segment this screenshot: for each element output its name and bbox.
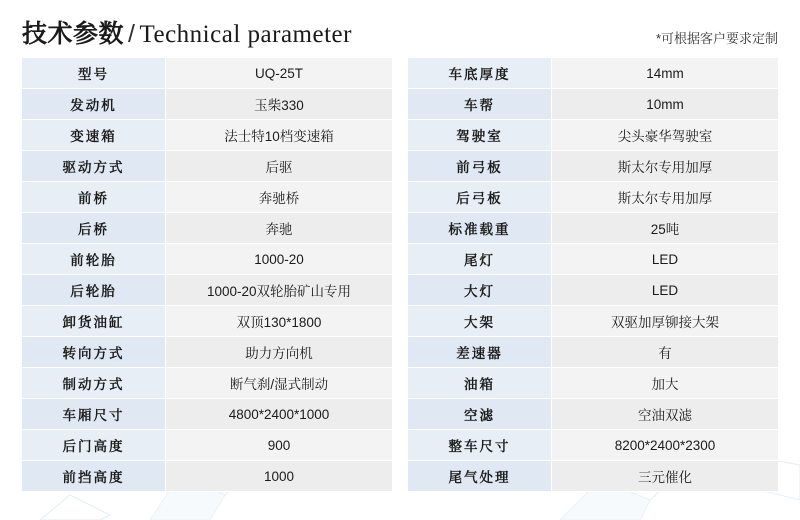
spec-label: 尾灯 bbox=[408, 244, 552, 275]
spec-value: 加大 bbox=[552, 368, 779, 399]
spec-tables bbox=[22, 58, 778, 492]
spec-label: 卸货油缸 bbox=[22, 306, 166, 337]
spec-label: 空滤 bbox=[408, 399, 552, 430]
table-row bbox=[22, 244, 392, 275]
table-row bbox=[22, 399, 392, 430]
spec-value: 斯太尔专用加厚 bbox=[552, 182, 779, 213]
table-row bbox=[408, 58, 778, 89]
table-row bbox=[408, 275, 778, 306]
spec-value: 10mm bbox=[552, 89, 779, 120]
spec-value: 后驱 bbox=[166, 151, 393, 182]
spec-value: 1000-20 bbox=[166, 244, 393, 275]
spec-value: LED bbox=[552, 244, 779, 275]
spec-value: 有 bbox=[552, 337, 779, 368]
left-spec-table bbox=[22, 58, 392, 492]
spec-label: 后轮胎 bbox=[22, 275, 166, 306]
spec-label: 转向方式 bbox=[22, 337, 166, 368]
spec-value: UQ-25T bbox=[166, 58, 393, 89]
spec-label: 变速箱 bbox=[22, 120, 166, 151]
spec-label: 驱动方式 bbox=[22, 151, 166, 182]
page-title bbox=[22, 14, 352, 50]
page-header bbox=[22, 14, 778, 58]
spec-label: 后门高度 bbox=[22, 430, 166, 461]
spec-value: 8200*2400*2300 bbox=[552, 430, 779, 461]
spec-label: 大灯 bbox=[408, 275, 552, 306]
page-title-en: Technical parameter bbox=[139, 21, 352, 48]
table-row bbox=[408, 368, 778, 399]
table-row bbox=[408, 430, 778, 461]
table-row bbox=[408, 306, 778, 337]
page-title-cn: 技术参数 bbox=[22, 20, 125, 48]
table-row bbox=[22, 275, 392, 306]
spec-label: 前挡高度 bbox=[22, 461, 166, 492]
spec-label: 车厢尺寸 bbox=[22, 399, 166, 430]
table-row bbox=[22, 58, 392, 89]
spec-label: 尾气处理 bbox=[408, 461, 552, 492]
table-row bbox=[408, 337, 778, 368]
table-row bbox=[408, 399, 778, 430]
spec-value: 斯太尔专用加厚 bbox=[552, 151, 779, 182]
customization-note: *可根据客户要求定制 bbox=[655, 31, 778, 46]
spec-value: 1000-20双轮胎矿山专用 bbox=[166, 275, 393, 306]
table-row bbox=[22, 368, 392, 399]
spec-value: 双驱加厚铆接大架 bbox=[552, 306, 779, 337]
spec-value: 尖头豪华驾驶室 bbox=[552, 120, 779, 151]
spec-label: 前轮胎 bbox=[22, 244, 166, 275]
table-row bbox=[22, 120, 392, 151]
page-title-separator: / bbox=[128, 20, 136, 48]
table-row bbox=[22, 89, 392, 120]
spec-label: 差速器 bbox=[408, 337, 552, 368]
spec-value: 断气刹/湿式制动 bbox=[166, 368, 393, 399]
spec-label: 标准载重 bbox=[408, 213, 552, 244]
spec-label: 大架 bbox=[408, 306, 552, 337]
spec-label: 整车尺寸 bbox=[408, 430, 552, 461]
spec-label: 发动机 bbox=[22, 89, 166, 120]
table-row bbox=[408, 120, 778, 151]
table-row bbox=[22, 430, 392, 461]
spec-label: 型号 bbox=[22, 58, 166, 89]
spec-value: 4800*2400*1000 bbox=[166, 399, 393, 430]
table-row bbox=[408, 213, 778, 244]
table-row bbox=[408, 182, 778, 213]
table-row bbox=[408, 244, 778, 275]
spec-label: 前弓板 bbox=[408, 151, 552, 182]
table-row bbox=[408, 89, 778, 120]
right-spec-table bbox=[408, 58, 778, 492]
spec-value: 900 bbox=[166, 430, 393, 461]
spec-value: 14mm bbox=[552, 58, 779, 89]
spec-value: 玉柴330 bbox=[166, 89, 393, 120]
spec-label: 制动方式 bbox=[22, 368, 166, 399]
spec-label: 车底厚度 bbox=[408, 58, 552, 89]
spec-value: 空油双滤 bbox=[552, 399, 779, 430]
table-row bbox=[408, 461, 778, 492]
spec-value: LED bbox=[552, 275, 779, 306]
spec-value: 奔驰桥 bbox=[166, 182, 393, 213]
spec-label: 驾驶室 bbox=[408, 120, 552, 151]
table-row bbox=[22, 337, 392, 368]
spec-label: 油箱 bbox=[408, 368, 552, 399]
spec-label: 车帮 bbox=[408, 89, 552, 120]
spec-label: 后桥 bbox=[22, 213, 166, 244]
table-row bbox=[22, 213, 392, 244]
table-row bbox=[22, 306, 392, 337]
spec-label: 后弓板 bbox=[408, 182, 552, 213]
spec-value: 双顶130*1800 bbox=[166, 306, 393, 337]
spec-label: 前桥 bbox=[22, 182, 166, 213]
spec-value: 25吨 bbox=[552, 213, 779, 244]
table-row bbox=[22, 182, 392, 213]
spec-value: 1000 bbox=[166, 461, 393, 492]
spec-value: 助力方向机 bbox=[166, 337, 393, 368]
table-row bbox=[408, 151, 778, 182]
table-row bbox=[22, 461, 392, 492]
table-row bbox=[22, 151, 392, 182]
spec-value: 法士特10档变速箱 bbox=[166, 120, 393, 151]
spec-value: 奔驰 bbox=[166, 213, 393, 244]
spec-value: 三元催化 bbox=[552, 461, 779, 492]
